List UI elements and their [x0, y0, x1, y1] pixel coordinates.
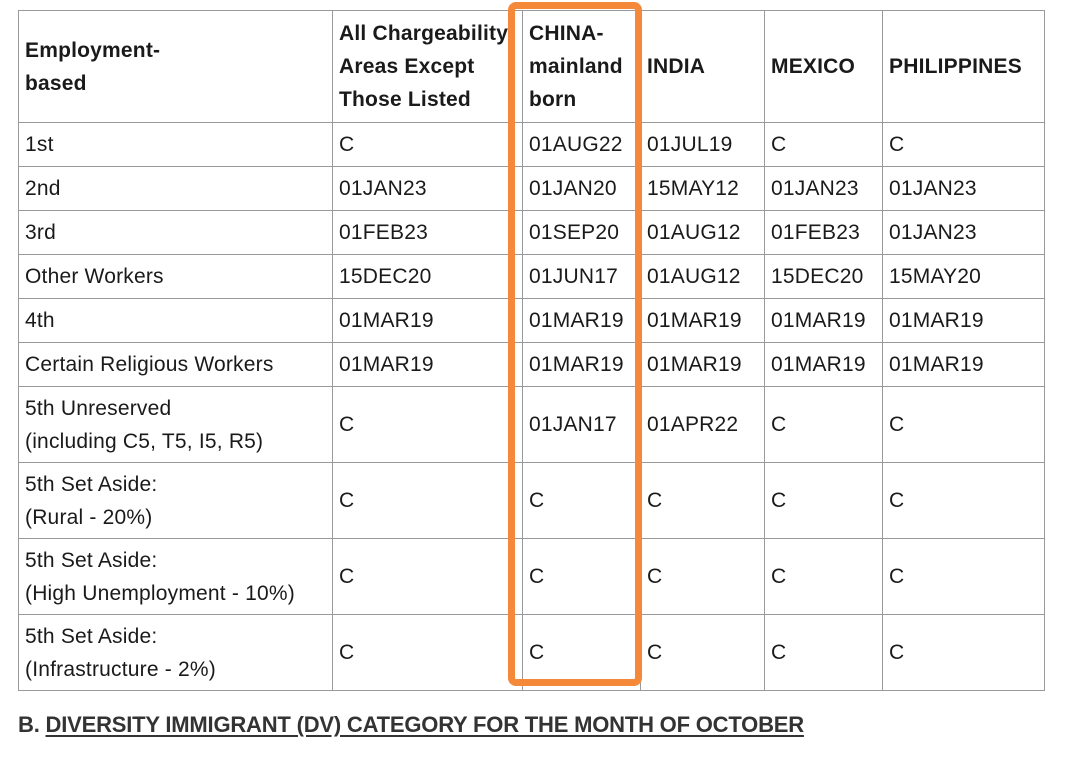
table-row — [19, 539, 1045, 615]
cell-mexico: C — [765, 387, 883, 463]
cell-india: 01AUG12 — [641, 255, 765, 299]
visa-bulletin-table — [18, 10, 1045, 691]
header-mexico: MEXICO — [765, 11, 883, 123]
cell-mexico: 15DEC20 — [765, 255, 883, 299]
row-category: 5th Set Aside: (Rural - 20%) — [19, 463, 333, 539]
cell-india: 01AUG12 — [641, 211, 765, 255]
cell-all-chargeability: 01JAN23 — [333, 167, 523, 211]
cell-china: 01JUN17 — [523, 255, 641, 299]
cell-china: 01AUG22 — [523, 123, 641, 167]
cell-mexico: 01FEB23 — [765, 211, 883, 255]
cell-all-chargeability: C — [333, 387, 523, 463]
row-category: 4th — [19, 299, 333, 343]
cell-philippines: 01MAR19 — [883, 299, 1045, 343]
cell-mexico: C — [765, 123, 883, 167]
cell-philippines: C — [883, 539, 1045, 615]
cell-all-chargeability: C — [333, 539, 523, 615]
cell-mexico: C — [765, 463, 883, 539]
cell-india: 15MAY12 — [641, 167, 765, 211]
header-philippines: PHILIPPINES — [883, 11, 1045, 123]
cell-mexico: C — [765, 615, 883, 691]
table-row — [19, 255, 1045, 299]
cell-china: 01MAR19 — [523, 343, 641, 387]
cell-philippines: C — [883, 123, 1045, 167]
cell-mexico: 01JAN23 — [765, 167, 883, 211]
cell-philippines: 01JAN23 — [883, 167, 1045, 211]
header-all-chargeability: All Chargeability Areas Except Those Listed — [333, 11, 523, 123]
cell-philippines: 01MAR19 — [883, 343, 1045, 387]
cell-all-chargeability: 01FEB23 — [333, 211, 523, 255]
cell-china: 01JAN20 — [523, 167, 641, 211]
cell-india: C — [641, 539, 765, 615]
row-category: 1st — [19, 123, 333, 167]
cell-mexico: 01MAR19 — [765, 299, 883, 343]
cell-china: 01SEP20 — [523, 211, 641, 255]
cell-all-chargeability: 15DEC20 — [333, 255, 523, 299]
header-employment-based: Employment- based — [19, 11, 333, 123]
cell-china: C — [523, 463, 641, 539]
cell-india: C — [641, 615, 765, 691]
section-b-heading — [18, 712, 804, 738]
row-category: Other Workers — [19, 255, 333, 299]
cell-india: 01MAR19 — [641, 299, 765, 343]
row-category: 2nd — [19, 167, 333, 211]
cell-all-chargeability: C — [333, 463, 523, 539]
row-category: 5th Set Aside: (Infrastructure - 2%) — [19, 615, 333, 691]
cell-philippines: 15MAY20 — [883, 255, 1045, 299]
table-row — [19, 167, 1045, 211]
header-china: CHINA- mainland born — [523, 11, 641, 123]
table-row — [19, 211, 1045, 255]
section-b-prefix: B. — [18, 712, 40, 737]
cell-all-chargeability: 01MAR19 — [333, 299, 523, 343]
cell-china: C — [523, 539, 641, 615]
cell-philippines: C — [883, 463, 1045, 539]
table-row — [19, 299, 1045, 343]
cell-china: C — [523, 615, 641, 691]
table-row — [19, 123, 1045, 167]
cell-all-chargeability: 01MAR19 — [333, 343, 523, 387]
table-row — [19, 615, 1045, 691]
header-row — [19, 11, 1045, 123]
row-category: Certain Religious Workers — [19, 343, 333, 387]
row-category: 5th Set Aside: (High Unemployment - 10%) — [19, 539, 333, 615]
table-row — [19, 343, 1045, 387]
row-category: 3rd — [19, 211, 333, 255]
table-row — [19, 463, 1045, 539]
cell-all-chargeability: C — [333, 123, 523, 167]
table-row — [19, 387, 1045, 463]
cell-india: C — [641, 463, 765, 539]
cell-mexico: 01MAR19 — [765, 343, 883, 387]
cell-india: 01APR22 — [641, 387, 765, 463]
row-category: 5th Unreserved (including C5, T5, I5, R5) — [19, 387, 333, 463]
cell-china: 01MAR19 — [523, 299, 641, 343]
cell-india: 01JUL19 — [641, 123, 765, 167]
section-b-link[interactable]: DIVERSITY IMMIGRANT (DV) CATEGORY FOR THE MONTH OF OCTOBER — [45, 712, 804, 737]
cell-philippines: C — [883, 615, 1045, 691]
cell-china: 01JAN17 — [523, 387, 641, 463]
cell-philippines: C — [883, 387, 1045, 463]
cell-philippines: 01JAN23 — [883, 211, 1045, 255]
cell-all-chargeability: C — [333, 615, 523, 691]
cell-india: 01MAR19 — [641, 343, 765, 387]
header-india: INDIA — [641, 11, 765, 123]
cell-mexico: C — [765, 539, 883, 615]
